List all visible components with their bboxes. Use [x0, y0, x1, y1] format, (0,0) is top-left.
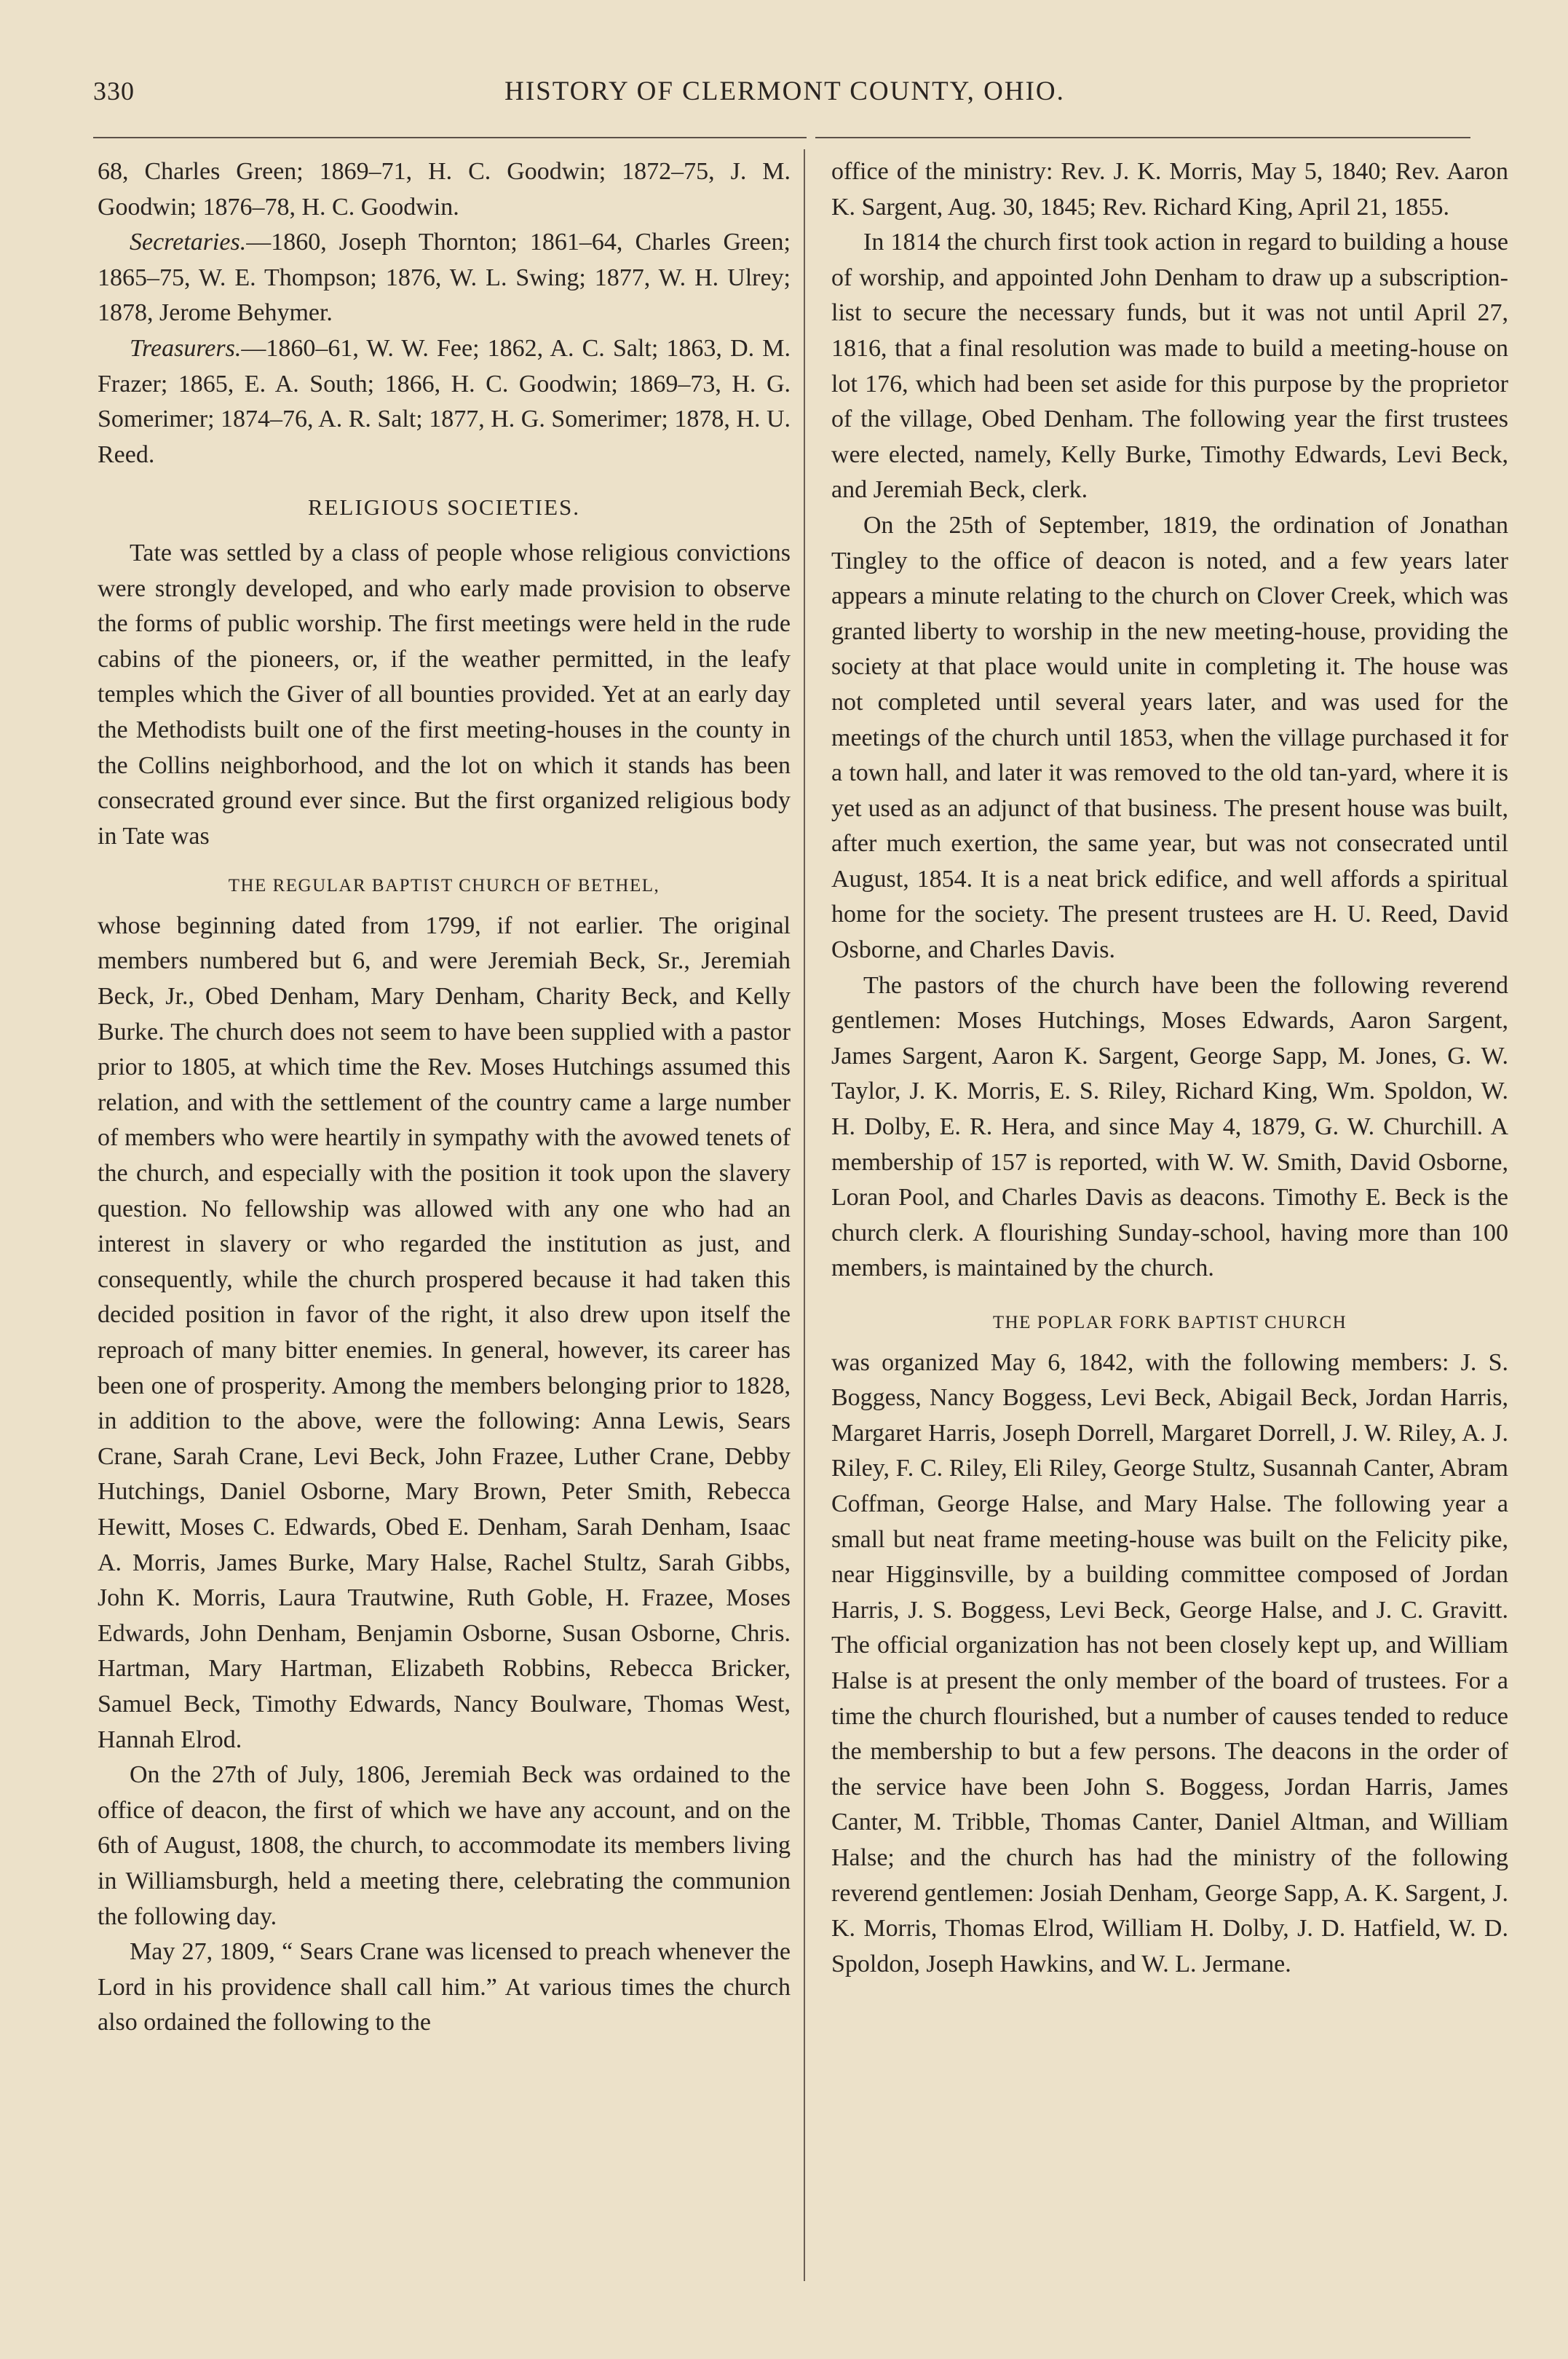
paragraph: whose beginning dated from 1799, if not earlier. The original members numbered but 6, and were Jeremiah Beck, Sr., Jeremiah Beck, Jr., Obed Denham, Mary Denham, Charity Beck, and Kelly Burke. The church does not seem to have been supplied with a pastor prior to 1805, at which time the Rev. Moses Hutchings assumed this relation, and with the settlement of the country came a large number of members who were heartily in sympathy with the avowed tenets of the church, and especially with the position it took upon the slavery question. No fellowship was allowed with any one who had an interest in slavery or who regarded the institution as just, and consequently, while the church prospered because it had taken this decided position in favor of the right, it also drew upon itself the reproach of many bitter enemies. In general, however, its career has been one of prosperity. Among the members belonging prior to 1828, in addition to the above, were the following: Anna Lewis, Sears Crane, Sarah Crane, Levi Beck, John Frazee, Luther Crane, Debby Hutchings, Daniel Osborne, Mary Brown, Peter Smith, Rebecca Hewitt, Moses C. Edwards, Obed E. Denham, Sarah Denham, Isaac A. Morris, James Burke, Mary Halse, Rachel Stultz, Sarah Gibbs, John K. Morris, Laura Trautwine, Ruth Goble, H. Frazee, Moses Edwards, John Denham, Benjamin Osborne, Susan Osborne, Chris. Hartman, Mary Hartman, Elizabeth Robbins, Rebecca Bricker, Samuel Beck, Timothy Edwards, Nancy Boulware, Thomas West, Hannah Elrod.	[98, 912, 791, 1753]
section-subheading: THE REGULAR BAPTIST CHURCH OF BETHEL,	[228, 876, 660, 896]
paragraph: was organized May 6, 1842, with the following members: J. S. Boggess, Nancy Boggess, Levi Beck, Abigail Beck, Jordan Harris, Margaret Harris, Joseph Dorrell, Margaret Dorrell, J. W. Riley, A. J. Riley, F. C. Riley, Eli Riley, George Stultz, Susannah Canter, Abram Coffman, George Halse, and Mary Halse. The following year a small but neat frame meeting-house was built on the Felicity pike, near Higginsville, by a building committee composed of Jordan Harris, J. S. Boggess, Levi Beck, George Halse, and J. C. Gravitt. The official organization has not been closely kept up, and William Halse is at present the only member of the board of trustees. For a time the church flourished, but a number of causes tended to reduce the membership to but a few persons. The deacons in the order of the service have been John S. Boggess, Jordan Harris, James Canter, M. Tribble, Thomas Canter, Daniel Altman, and William Halse; and the church has had the ministry of the following reverend gentlemen: Josiah Denham, George Sapp, A. K. Sargent, J. K. Morris, Thomas Elrod, William H. Dolby, J. D. Hatfield, W. D. Spoldon, Joseph Hawkins, and W. L. Jermane.	[831, 1348, 1508, 1977]
secretaries-text: —1860, Joseph Thornton; 1861–64, Charles Green; 1865–75, W. E. Thompson; 1876, W. L. Swing; 1877, W. H. Ulrey; 1878, Jerome Behymer.	[98, 229, 791, 327]
running-title: HISTORY OF CLERMONT COUNTY, OHIO.	[504, 76, 1065, 106]
paragraph-treasurers	[98, 331, 791, 473]
section-subheading: THE POPLAR FORK BAPTIST CHURCH	[992, 1313, 1347, 1332]
paragraph: On the 27th of July, 1806, Jeremiah Beck was ordained to the office of deacon, the first of which we have any account, and on the 6th of August, 1808, the church, to accommodate its members living in Williamsburgh, held a meeting there, celebrating the communion the following day.	[98, 1761, 791, 1930]
column-divider	[804, 149, 805, 2281]
paragraph: 68, Charles Green; 1869–71, H. C. Goodwin; 1872–75, J. M. Goodwin; 1876–78, H. C. Goodwin.	[98, 158, 791, 221]
paragraph: May 27, 1809, “ Sears Crane was licensed to preach whenever the Lord in his providence shall call him.” At various times the church also ordained the following to the	[98, 1938, 791, 2036]
treasurers-text: —1860–61, W. W. Fee; 1862, A. C. Salt; 1863, D. M. Frazer; 1865, E. A. South; 1866, H. C. Goodwin; 1869–73, H. G. Somerimer; 1874–76, A. R. Salt; 1877, H. G. Somerimer; 1878, H. U. Reed.	[98, 334, 791, 468]
paragraph: Tate was settled by a class of people whose religious convictions were strongly developed, and who early made provision to observe the forms of public worship. The first meetings were held in the rude cabins of the pioneers, or, if the weather permitted, in the leafy temples which the Giver of all bounties provided. Yet at an early day the Methodists built one of the first meeting-houses in the county in the Collins neighborhood, and the lot on which it stands has been consecrated ground ever since. But the first organized religious body in Tate was	[98, 539, 791, 850]
right-column	[831, 154, 1508, 1982]
page-header	[93, 76, 1476, 119]
section-heading: RELIGIOUS SOCIETIES.	[307, 494, 581, 521]
paragraph: office of the ministry: Rev. J. K. Morris, May 5, 1840; Rev. Aaron K. Sargent, Aug. 30, 1845; Rev. Richard King, April 21, 1855.	[831, 158, 1508, 221]
paragraph: The pastors of the church have been the following reverend gentlemen: Moses Hutchings, Moses Edwards, Aaron Sargent, James Sargent, Aaron K. Sargent, George Sapp, M. Jones, G. W. Taylor, J. K. Morris, E. S. Riley, Richard King, Wm. Spoldon, W. H. Dolby, E. R. Hera, and since May 4, 1879, G. W. Churchill. A membership of 157 is reported, with W. W. Smith, David Osborne, Loran Pool, and Charles Davis as deacons. Timothy E. Beck is the church clerk. A flourishing Sunday-school, having more than 100 members, is maintained by the church.	[831, 971, 1508, 1282]
secretaries-label: Secretaries.	[130, 229, 247, 256]
header-rule-right	[815, 137, 1470, 138]
left-column	[98, 154, 791, 2041]
paragraph: In 1814 the church first took action in regard to building a house of worship, and appointed John Denham to draw up a subscription-list to secure the necessary funds, but it was not until April 27, 1816, that a final resolution was made to build a meeting-house on lot 176, which had been set aside for this purpose by the proprietor of the village, Obed Denham. The following year the first trustees were elected, namely, Kelly Burke, Timothy Edwards, Levi Beck, and Jeremiah Beck, clerk.	[831, 229, 1508, 504]
paragraph: On the 25th of September, 1819, the ordination of Jonathan Tingley to the office of deacon is noted, and a few years later appears a minute relating to the church on Clover Creek, which was granted liberty to worship in the new meeting-house, providing the society at that place would unite in completing it. The house was not completed until several years later, and was used for the meetings of the church until 1853, when the village purchased it for a town hall, and later it was removed to the old tan-yard, where it is yet used as an adjunct of that business. The present house was built, after much exertion, the same year, but was not consecrated until August, 1854. It is a neat brick edifice, and well affords a spiritual home for the society. The present trustees are H. U. Reed, David Osborne, and Charles Davis.	[831, 511, 1508, 964]
header-rule-left	[93, 137, 807, 138]
page-number: 330	[93, 76, 135, 106]
paragraph-secretaries	[98, 225, 791, 331]
treasurers-label: Treasurers.	[130, 334, 242, 362]
